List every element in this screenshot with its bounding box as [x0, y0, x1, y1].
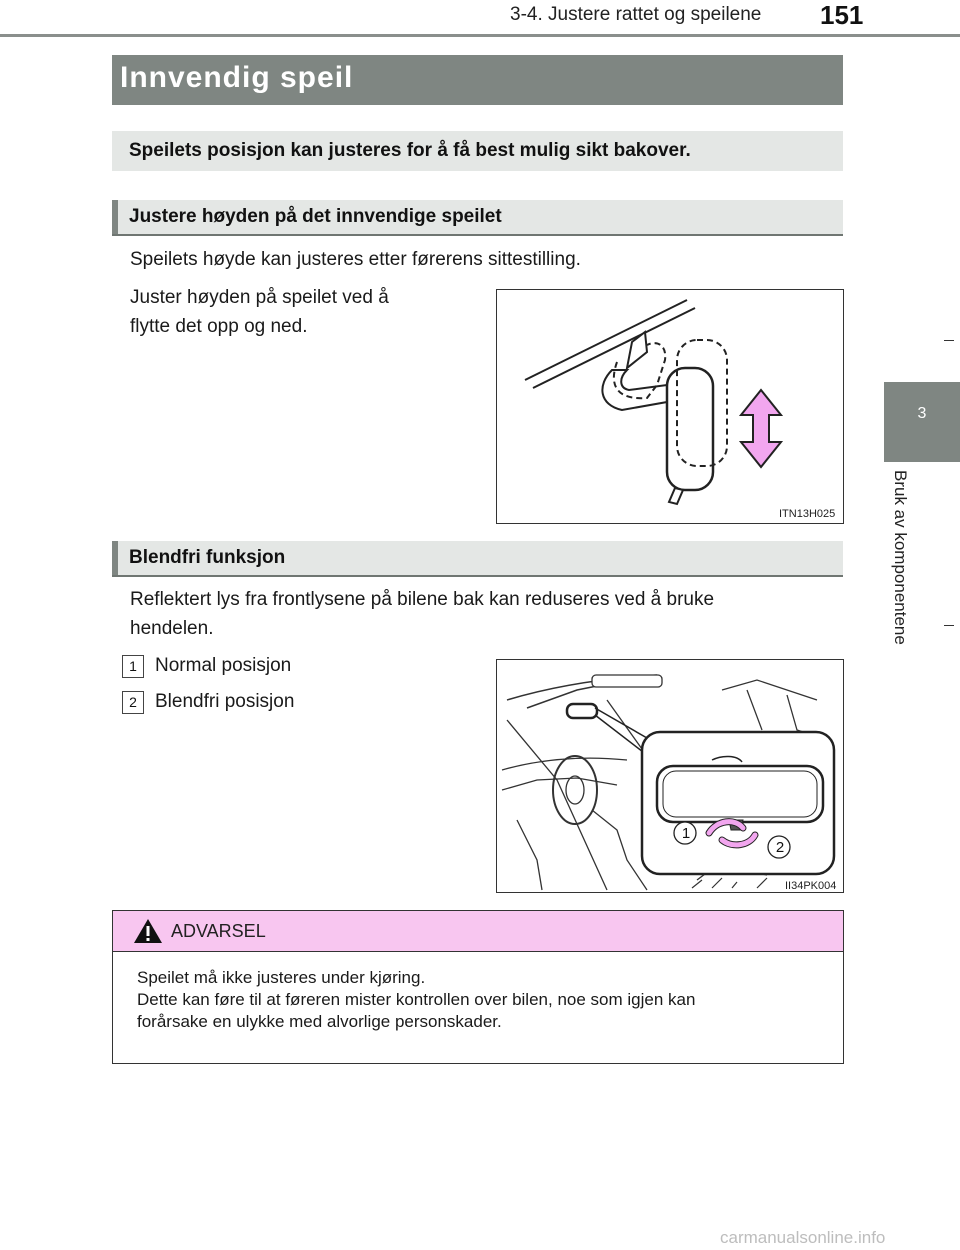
warning-box: [112, 910, 844, 1064]
page-title-bar: [112, 55, 843, 105]
watermark: carmanualsonline.info: [720, 1228, 886, 1247]
figure-label-2: 2: [775, 839, 785, 856]
figure-label-1: 1: [681, 825, 691, 842]
warning-line: Dette kan føre til at føreren mister kontrollen over bilen, noe som igjen kan: [137, 990, 696, 1009]
figure-code: ITN13H025: [779, 508, 836, 520]
side-tick: [944, 625, 954, 626]
warning-header: [113, 911, 843, 952]
chapter-tab: [884, 382, 960, 462]
section-heading-height: [112, 200, 843, 236]
chapter-label-text: Bruk av komponentene: [891, 470, 910, 645]
warning-label: ADVARSEL: [171, 921, 266, 941]
header-rule: [0, 34, 960, 37]
page-title: Innvendig speil: [120, 61, 354, 94]
item-antiglare-position: Blendfri posisjon: [155, 691, 295, 712]
item-number-badge: 2: [122, 691, 144, 714]
warning-line: forårsake en ulykke med alvorlige personskader.: [137, 1012, 502, 1031]
warning-body: [137, 967, 837, 1033]
mirror-height-figure: [496, 289, 844, 524]
height-description: Speilets høyde kan justeres etter førerens sittestilling.: [130, 249, 581, 270]
section-header: 3-4. Justere rattet og speilene: [510, 4, 762, 25]
mirror-height-illustration: [497, 290, 843, 523]
antiglare-description-line2: hendelen.: [130, 618, 214, 639]
section-heading-text: Blendfri funksjon: [129, 547, 286, 568]
intro-text: Speilets posisjon kan justeres for å få best mulig sikt bakover.: [129, 140, 691, 161]
figure-code: II34PK004: [785, 880, 837, 892]
warning-triangle-icon: [133, 917, 163, 945]
car-interior-illustration: [497, 660, 843, 892]
height-instruction-line2: flytte det opp og ned.: [130, 316, 308, 337]
item-number-badge: 1: [122, 655, 144, 678]
warning-line: Speilet må ikke justeres under kjøring.: [137, 968, 426, 987]
section-heading-text: Justere høyden på det innvendige speilet: [129, 206, 502, 227]
page-number: 151: [820, 0, 864, 30]
antiglare-description-line1: Reflektert lys fra frontlysene på bilene bak kan reduseres ved å bruke: [130, 589, 715, 610]
chapter-number: 3: [917, 405, 927, 422]
height-instruction-line1: Juster høyden på speilet ved å: [130, 287, 389, 308]
chapter-label: [880, 470, 920, 680]
side-tick: [944, 340, 954, 341]
intro-box: [112, 131, 843, 171]
item-normal-position: Normal posisjon: [155, 655, 292, 676]
section-heading-antiglare: [112, 541, 843, 577]
antiglare-figure: [496, 659, 844, 893]
